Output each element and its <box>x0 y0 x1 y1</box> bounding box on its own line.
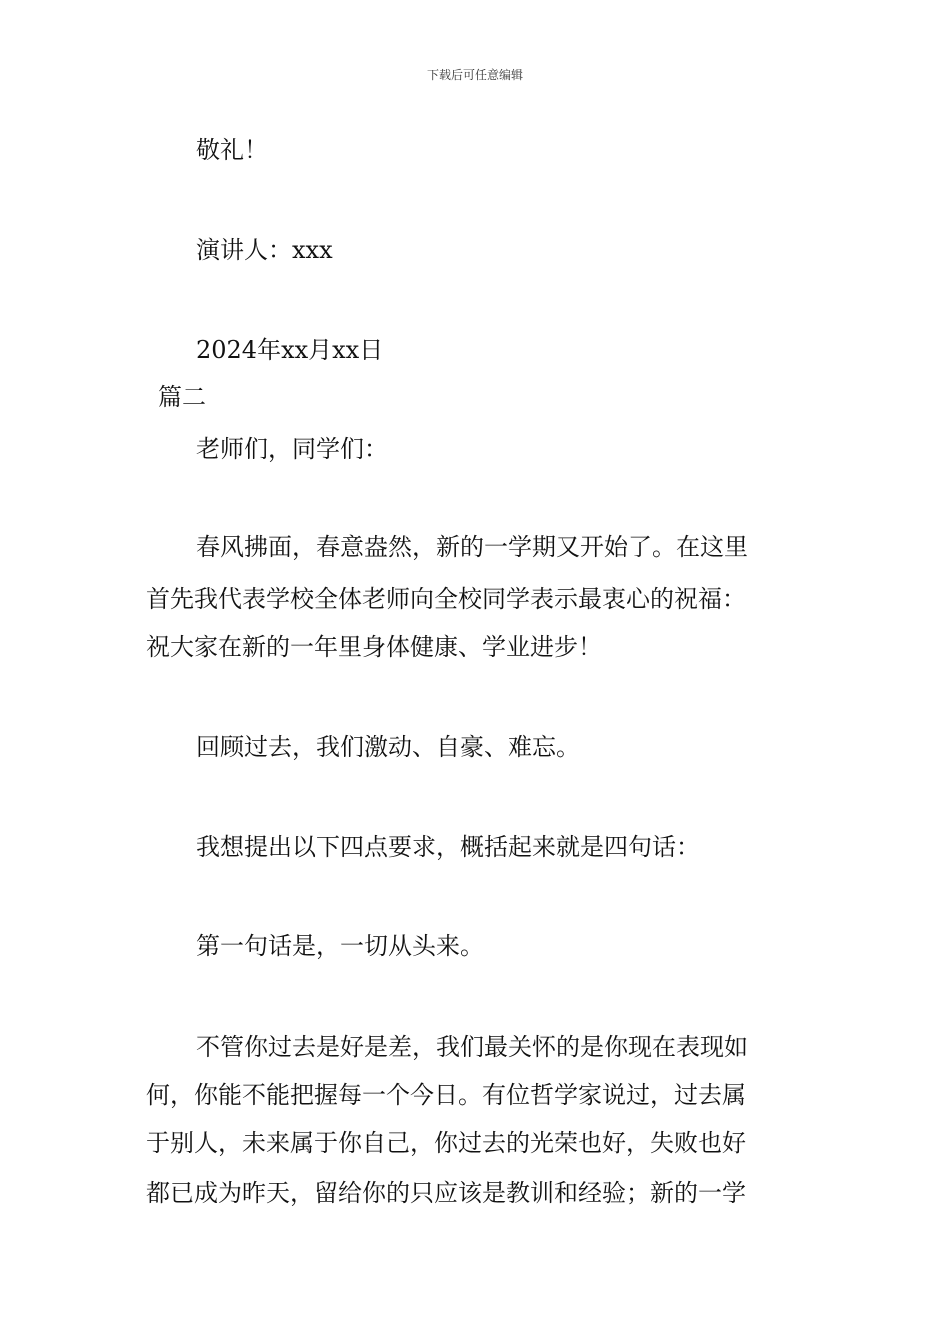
date-line: 2024年xx月xx日 <box>196 336 384 364</box>
paragraph-1-line-3: 祝大家在新的一年里身体健康、学业进步！ <box>146 633 602 661</box>
speaker-line: 演讲人：xxx <box>196 236 333 264</box>
closing-salute: 敬礼！ <box>196 136 268 164</box>
paragraph-1-line-1: 春风拂面，春意盎然，新的一学期又开始了。在这里 <box>196 533 748 561</box>
paragraph-1-line-2: 首先我代表学校全体老师向全校同学表示最衷心的祝福： <box>146 585 746 613</box>
paragraph-5-line-4: 都已成为昨天，留给你的只应该是教训和经验；新的一学 <box>146 1179 746 1207</box>
greeting-line: 老师们，同学们： <box>196 435 388 463</box>
section-title: 篇二 <box>158 383 206 411</box>
paragraph-2: 回顾过去，我们激动、自豪、难忘。 <box>196 733 580 761</box>
paragraph-5-line-2: 何，你能不能把握每一个今日。有位哲学家说过，过去属 <box>146 1081 746 1109</box>
page-header: 下载后可任意编辑 <box>426 68 523 82</box>
paragraph-3: 我想提出以下四点要求，概括起来就是四句话： <box>196 833 700 861</box>
paragraph-4: 第一句话是，一切从头来。 <box>196 932 484 960</box>
paragraph-5-line-3: 于别人，未来属于你自己，你过去的光荣也好，失败也好 <box>146 1129 746 1157</box>
paragraph-5-line-1: 不管你过去是好是差，我们最关怀的是你现在表现如 <box>196 1033 748 1061</box>
